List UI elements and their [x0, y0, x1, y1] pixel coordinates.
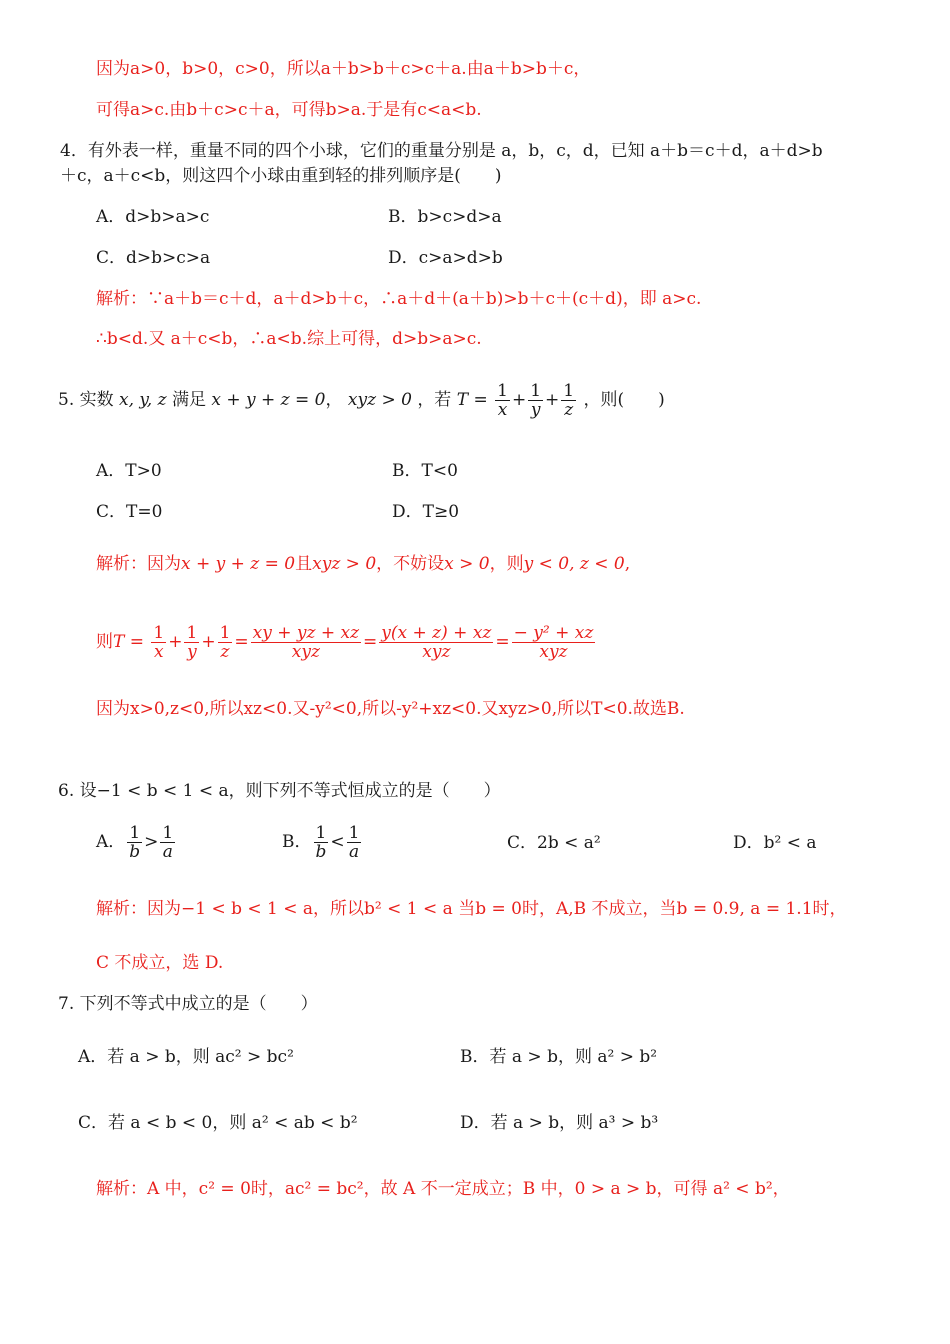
q7-stem: 7. 下列不等式中成立的是（ ）	[58, 994, 318, 1014]
q5-frac-1-x: $\frac{1}{x}$	[497, 381, 508, 420]
q5-stem-if: ，若	[417, 390, 452, 410]
q5-stem-prefix: 5. 实数	[58, 390, 114, 410]
q6-answer-line-1: 解析：因为−1 < b < 1 < a，所以b² < 1 < a 当b = 0时，A,B 不成立，当b = 0.9, a = 1.1时，	[96, 899, 847, 919]
q6-option-a: A． $\frac{1}{b}$ > $\frac{1}{a}$	[96, 823, 174, 862]
q4-stem-line-1: 4．有外表一样，重量不同的四个小球，它们的重量分别是 a，b，c，d，已知 a＋b＝c＋d，a＋d>b	[60, 141, 823, 161]
q6-option-d: D．b² < a	[733, 833, 817, 853]
q5-frac-1-y: $\frac{1}{y}$	[530, 381, 542, 420]
q5-stem-T: T =	[456, 390, 488, 410]
q5-answer-line-3: 因为x>0,z<0,所以xz<0.又-y²<0,所以-y²+xz<0.又xyz>0,所以T<0.故选B.	[96, 699, 685, 719]
q5-stem-vars: x, y, z	[119, 390, 167, 410]
q5-option-d: D．T≥0	[392, 502, 460, 522]
q5-stem-eq: x + y + z = 0	[211, 390, 326, 410]
q4-answer-line-1: 解析：∵a＋b＝c＋d，a＋d>b＋c，∴a＋d＋(a＋b)>b＋c＋(c＋d)，即 a>c.	[96, 289, 702, 309]
q4-answer-line-2: ∴b<d.又 a＋c<b，∴a<b.综上可得，d>b>a>c.	[96, 329, 482, 349]
q5-answer-line-1: 解析：因为x + y + z = 0且xyz > 0，不妨设x > 0，则y < 0, z < 0,	[96, 554, 631, 574]
q7-answer-line-1: 解析：A 中，c² = 0时，ac² = bc²，故 A 不一定成立；B 中，0 > a > b，可得 a² < b²，	[96, 1179, 790, 1199]
q5-option-b: B．T<0	[392, 461, 458, 481]
answer-continuation-line-2: 可得a>c.由b＋c>c＋a，可得b>a.于是有c<a<b.	[96, 100, 482, 120]
q7-option-c: C．若 a < b < 0，则 a² < ab < b²	[78, 1113, 358, 1133]
q5-stem-cond: xyz > 0	[347, 390, 412, 410]
q6-option-c: C．2b < a²	[507, 833, 601, 853]
q5-option-a: A．T>0	[96, 461, 162, 481]
q5-stem-mid: 满足	[171, 390, 206, 410]
q4-stem-line-2: ＋c，a＋c<b，则这四个小球由重到轻的排列顺序是( )	[60, 166, 502, 186]
answer-continuation-line-1: 因为a>0，b>0，c>0，所以a＋b>b＋c>c＋a.由a＋b>b＋c，	[96, 59, 591, 79]
q6-option-b: B． $\frac{1}{b}$ < $\frac{1}{a}$	[282, 823, 360, 862]
q6-stem: 6. 设−1 < b < 1 < a，则下列不等式恒成立的是（ ）	[58, 781, 501, 801]
q5-answer-line-2: 则T = $\frac{1}{x}$ + $\frac{1}{y}$ + $\frac{1}{z}$ = $\frac{xy + yz + xz}{\text{xyz}}$ = $\frac{y(x + z) + xz}{\text{xyz}}$ = $\frac{\text{− y² + xz}}{\text{xyz}}$	[96, 623, 594, 662]
q4-option-d: D．c>a>d>b	[388, 248, 503, 268]
q6-answer-line-2: C 不成立，选 D.	[96, 953, 224, 973]
q7-option-d: D．若 a > b，则 a³ > b³	[460, 1113, 659, 1133]
q7-option-b: B．若 a > b，则 a² > b²	[460, 1047, 658, 1067]
q4-option-a: A．d>b>a>c	[96, 207, 210, 227]
q5-stem: 5. 实数 x, y, z 满足 x + y + z = 0， xyz > 0 ，若 T = $\frac{1}{x}$ + $\frac{1}{y}$ + $\frac{1}{z}$ ，则( )	[58, 381, 665, 420]
q5-option-c: C．T=0	[96, 502, 163, 522]
q5-frac-1-z: $\frac{1}{z}$	[563, 381, 575, 420]
q7-option-a: A．若 a > b，则 ac² > bc²	[78, 1047, 294, 1067]
q5-stem-end: ，则( )	[583, 390, 665, 410]
q4-option-b: B．b>c>d>a	[388, 207, 502, 227]
q4-option-c: C．d>b>c>a	[96, 248, 211, 268]
